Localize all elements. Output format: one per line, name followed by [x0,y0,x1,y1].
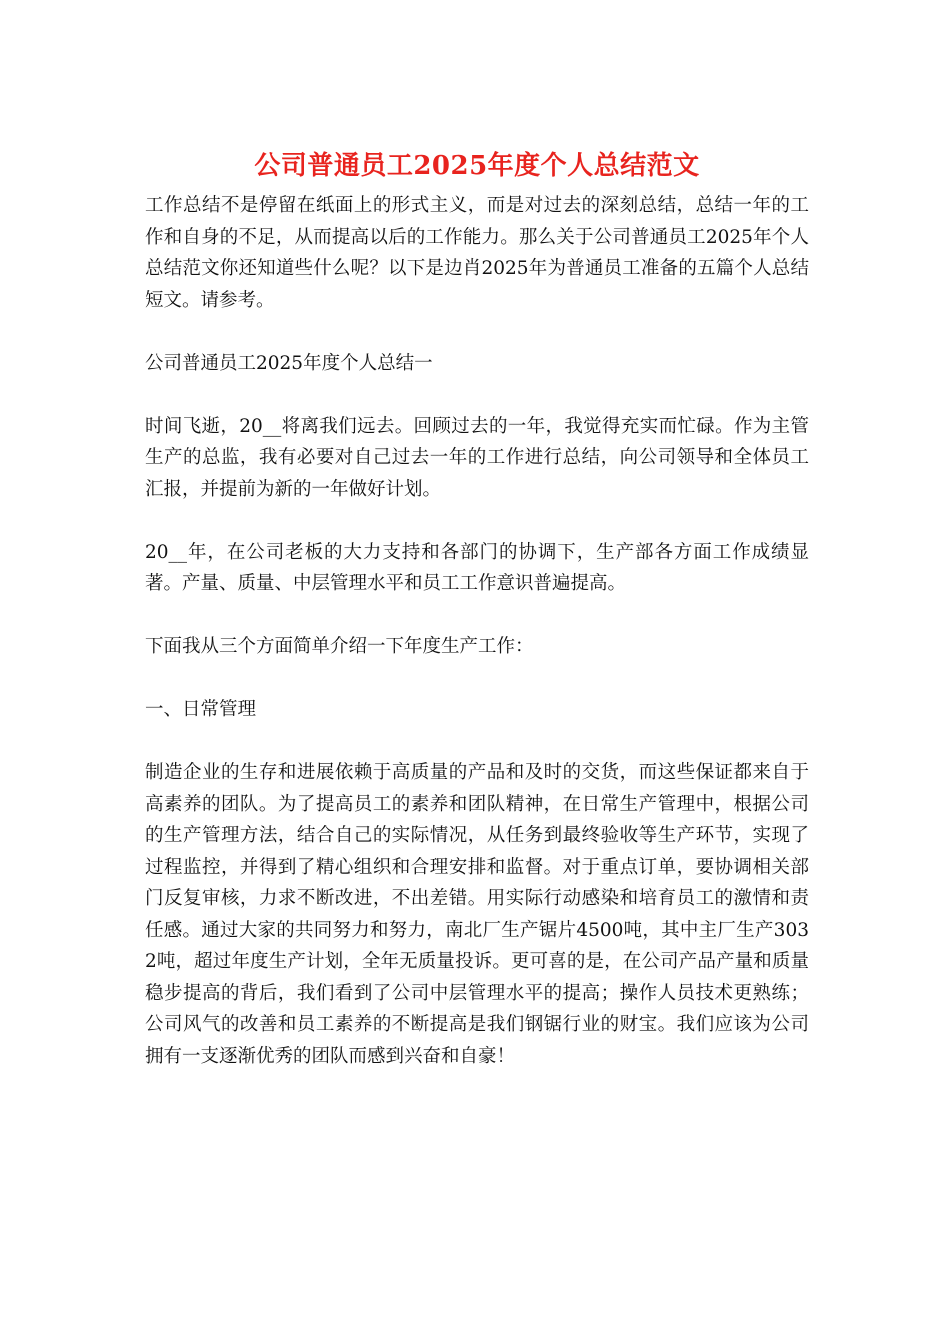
body-paragraph-1: 时间飞逝，20__将离我们远去。回顾过去的一年，我觉得充实而忙碌。作为主管生产的总监，我有必要对自己过去一年的工作进行总结，向公司领导和全体员工汇报，并提前为新的一年做好计划。 [145,415,809,500]
subsection-heading: 一、日常管理 [145,699,257,720]
intro-paragraph: 工作总结不是停留在纸面上的形式主义，而是对过去的深刻总结，总结一年的工作和自身的不足，从而提高以后的工作能力。那么关于公司普通员工2025年个人总结范文你还知道些什么呢？以下是边肖2025年为普通员工准备的五篇个人总结短文。请参考。 [145,195,809,311]
section-heading: 公司普通员工2025年度个人总结一 [145,352,433,374]
paragraph-gap [145,505,809,537]
document-title: 公司普通员工2025年度个人总结范文 [254,151,700,181]
paragraph-gap [145,316,809,348]
paragraph-gap [145,726,809,758]
document-page [145,148,809,1072]
body-paragraph-2: 20__年，在公司老板的大力支持和各部门的协调下，生产部各方面工作成绩显著。产量、质量、中层管理水平和员工工作意识普遍提高。 [145,541,809,594]
paragraph-gap [145,379,809,411]
body-paragraph-4: 制造企业的生存和进展依赖于高质量的产品和及时的交货，而这些保证都来自于高素养的团队。为了提高员工的素养和团队精神，在日常生产管理中，根据公司的生产管理方法，结合自己的实际情况，从任务到最终验收等生产环节，实现了过程监控，并得到了精心组织和合理安排和监督。对于重点订单，要协调相关部门反复审核，力求不断改进，不出差错。用实际行动感染和培育员工的激情和责任感。通过大家的共同努力和努力，南北厂生产锯片4500吨，其中主厂生产3032吨，超过年度生产计划，全年无质量投诉。更可喜的是，在公司产品产量和质量稳步提高的背后，我们看到了公司中层管理水平的提高；操作人员技术更熟练；公司风气的改善和员工素养的不断提高是我们钢锯行业的财宝。我们应该为公司拥有一支逐渐优秀的团队而感到兴奋和自豪！ [145,762,809,1067]
body-paragraph-3: 下面我从三个方面简单介绍一下年度生产工作： [145,636,534,657]
paragraph-gap [145,600,809,632]
paragraph-gap [145,663,809,695]
